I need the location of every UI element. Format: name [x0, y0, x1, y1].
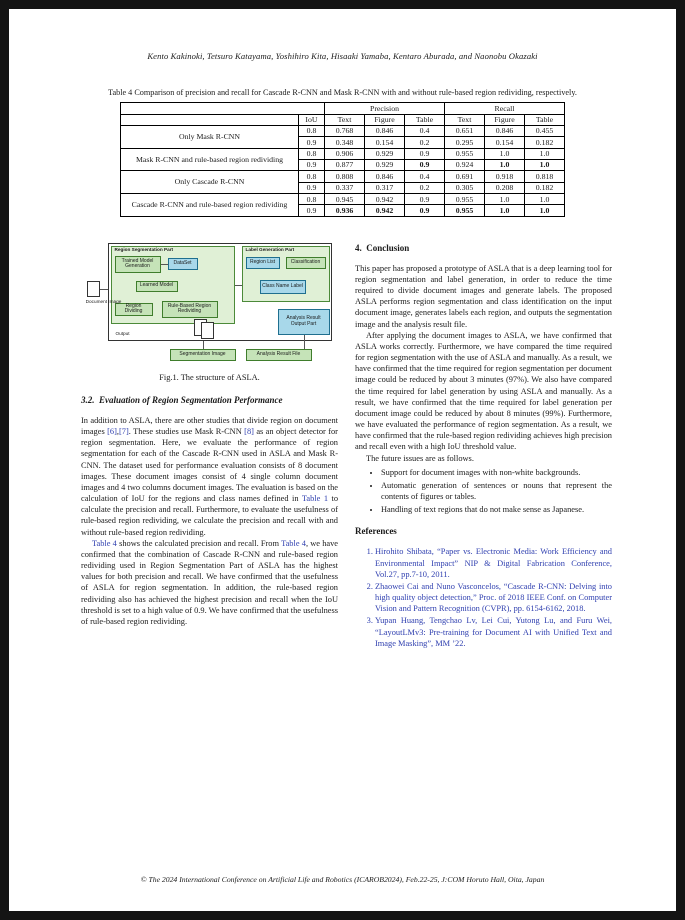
- paragraph: This paper has proposed a prototype of ASLA that is a deep learning tool for region segmentation and label generation, in order to reduce the time required to divide document images and generate labels. The proposed ASLA performs region segmentation and class identification on the input document image, generates labels each region, and outputs the segmentation image and the analysis result file.: [355, 263, 612, 329]
- footer-line: © The 2024 International Conference on Artificial Life and Robotics (ICAROB2024), Feb.22-25, J:COM Horuto Hall, Oita, Japan: [140, 875, 545, 884]
- table-iou-cell: 0.8: [299, 171, 325, 182]
- table-cell: 0.154: [485, 137, 525, 148]
- text-run: In addition to ASLA, there are other studies that divide region on document images: [81, 415, 338, 436]
- table-cell: 0.942: [365, 194, 405, 205]
- table-cell: 1.0: [485, 205, 525, 216]
- table-group-header: Recall: [445, 103, 565, 114]
- figure1-diagram: [84, 243, 336, 365]
- table-sub-header: Figure: [365, 114, 405, 125]
- text-run: shows the calculated precision and recall. From: [116, 538, 282, 548]
- paragraph: [81, 538, 338, 627]
- output-label: Output: [115, 330, 130, 336]
- connector-line: [100, 289, 108, 290]
- table-cell: 0.9: [405, 194, 445, 205]
- connector-line: [304, 335, 305, 349]
- dataset-box: DataSet: [168, 258, 198, 270]
- region-list-box: Region List: [246, 257, 280, 269]
- table-row: [121, 194, 565, 205]
- table-cell: 0.4: [405, 125, 445, 136]
- table-row: [121, 125, 565, 136]
- table-iou-cell: 0.8: [299, 148, 325, 159]
- table-iou-cell: 0.9: [299, 137, 325, 148]
- segmentation-image-box: Segmentation Image: [170, 349, 236, 361]
- table-method-header: [121, 114, 299, 125]
- citation-link[interactable]: [8]: [244, 427, 254, 436]
- citation-link[interactable]: Table 1: [301, 494, 329, 504]
- region-dividing-box: Region Dividing: [115, 303, 153, 316]
- table-cell: 0.818: [525, 171, 565, 182]
- right-column: [355, 241, 612, 650]
- two-column-body: [81, 241, 612, 650]
- table-cell: 0.955: [445, 205, 485, 216]
- table-cell: 0.691: [445, 171, 485, 182]
- table-row: [121, 148, 565, 159]
- table-iou-cell: 0.9: [299, 159, 325, 170]
- table-cell: 1.0: [485, 148, 525, 159]
- table-cell: 0.846: [485, 125, 525, 136]
- table4-head: [121, 103, 565, 126]
- table-cell: 1.0: [525, 159, 565, 170]
- text-run: as an object detector for region segmentation. Here, we evaluate the performance of region segmentation for each of the Cascade R-CNN used in ASLA and Mask R-CNN. The dataset used for performance evaluation consists of 8 document images. These document images consist of 4 single column document images and 4 two columns document images. The evaluation is based on the calculation of IoU for the regions and class names defined in: [81, 427, 338, 504]
- table-cell: 1.0: [525, 194, 565, 205]
- section-heading-4: 4. Conclusion: [355, 242, 410, 253]
- table-iou-cell: 0.8: [299, 194, 325, 205]
- page-thumbnail-icon: [201, 322, 214, 339]
- region-segmentation-part-label: Region Segmentation Part: [114, 247, 174, 253]
- table-cell: 0.924: [445, 159, 485, 170]
- table-sub-header: Table: [405, 114, 445, 125]
- references-heading: References: [355, 526, 397, 537]
- text-run: . These studies use Mask R-CNN: [128, 427, 245, 436]
- table-cell: 0.455: [525, 125, 565, 136]
- reference-item[interactable]: 1. Hirohito Shibata, “Paper vs. Electronic Media: Work Efficiency and Environmental Impact” NIP & Digital Fabrication Conference, Vol.27, pp.7-10, 2011.: [375, 546, 612, 580]
- table-cell: 0.2: [405, 182, 445, 193]
- table-iou-header: IoU: [299, 114, 325, 125]
- citation-link[interactable]: [7]: [118, 427, 129, 436]
- table-cell: 0.768: [325, 125, 365, 136]
- authors-line: Kento Kakinoki, Tetsuro Katayama, Yoshihiro Kita, Hisaaki Yamaba, Kentaro Aburada, and Naonobu Okazaki: [147, 51, 538, 61]
- table-cell: 0.295: [445, 137, 485, 148]
- table-method-cell: Only Cascade R-CNN: [121, 171, 299, 194]
- paragraph: The future issues are as follows.: [366, 453, 474, 463]
- table-cell: 0.182: [525, 182, 565, 193]
- table-cell: 0.4: [405, 171, 445, 182]
- paragraph: [81, 415, 338, 538]
- table-cell: 0.929: [365, 148, 405, 159]
- text-run: ,: [116, 427, 119, 436]
- connector-line: [235, 285, 242, 286]
- table-cell: 0.906: [325, 148, 365, 159]
- table-cell: 0.942: [365, 205, 405, 216]
- table-cell: 0.846: [365, 125, 405, 136]
- table-cell: 0.955: [445, 148, 485, 159]
- table-cell: 0.154: [365, 137, 405, 148]
- table-cell: 0.317: [365, 182, 405, 193]
- table-sub-header: Text: [325, 114, 365, 125]
- left-column: [81, 241, 338, 650]
- future-issues-list: [355, 467, 612, 516]
- table-cell: 0.918: [485, 171, 525, 182]
- reference-item[interactable]: 2. Zhaowei Cai and Nuno Vasconcelos, “Cascade R-CNN: Delving into high quality object detection,” Proc. of 2018 IEEE Conf. on Computer Vision and Pattern Recognition (CVPR), pp. 6154-6162, 2018.: [375, 581, 612, 615]
- table4: [120, 102, 565, 216]
- section-heading-3-2: 3.2. Evaluation of Region Segmentation Performance: [81, 394, 283, 405]
- table-cell: 0.348: [325, 137, 365, 148]
- list-item: • Support for document images with non-white backgrounds.: [381, 467, 612, 478]
- paragraph: After applying the document images to ASLA, we have confirmed that ASLA works correctly. Furthermore, we have compared the time required for region segmentation with the use of ASLA and manually. As a result, we have confirmed that the time required for region segmentation per document image could be reduced by about 3 minutes (97%). We also have compared the time required for label generation by using ASLA and manually. As a result, we have confirmed that the time required for label generation per document image could be reduced by about 8 minutes (99%). Furthermore, we have evaluated the performance of region segmentation. As a result, we have confirmed that the rule-based region redividing achieves high precision and recall even with a high IoU threshold value.: [355, 330, 612, 452]
- table-sub-header: Figure: [485, 114, 525, 125]
- table-cell: 0.9: [405, 205, 445, 216]
- table-cell: 1.0: [485, 194, 525, 205]
- table-cell: 1.0: [485, 159, 525, 170]
- list-item: • Automatic generation of sentences or nouns that represent the contents of figures or tables.: [381, 480, 612, 502]
- document-image-icon: [87, 281, 100, 297]
- table-cell: 0.877: [325, 159, 365, 170]
- table-cell: 0.651: [445, 125, 485, 136]
- connector-line: [203, 341, 204, 349]
- analysis-result-output-part-box: Analysis Result Output Part: [278, 309, 330, 335]
- citation-link[interactable]: Table 4: [281, 538, 306, 548]
- label-generation-part-label: Label Generation Part: [245, 247, 295, 253]
- table-cell: 0.208: [485, 182, 525, 193]
- table-cell: 0.9: [405, 148, 445, 159]
- table-cell: 1.0: [525, 205, 565, 216]
- document-image-label: Document Image: [85, 298, 122, 304]
- analysis-result-file-box: Analysis Result File: [246, 349, 312, 361]
- class-name-label-box: Class Name Label: [260, 280, 306, 294]
- table-cell: 0.808: [325, 171, 365, 182]
- text-run: to calculate the precision and recall. Furthermore, to evaluate the usefulness of rule-based region redividing, we calculate the precision and recall with and without rule-based region redividing.: [81, 494, 339, 537]
- table-sub-header: Text: [445, 114, 485, 125]
- list-item: • Handling of text regions that do not make sense as Japanese.: [381, 504, 612, 515]
- figure1-caption: Fig.1. The structure of ASLA.: [159, 372, 260, 382]
- table-cell: 0.936: [325, 205, 365, 216]
- table4-body: [121, 125, 565, 216]
- table-sub-header: Table: [525, 114, 565, 125]
- table-method-cell: Only Mask R-CNN: [121, 125, 299, 148]
- trained-model-generation-box: Trained Model Generation: [115, 256, 161, 273]
- table-cell: 0.945: [325, 194, 365, 205]
- table-iou-cell: 0.9: [299, 205, 325, 216]
- table-cell: 0.929: [365, 159, 405, 170]
- table-iou-cell: 0.9: [299, 182, 325, 193]
- table-method-cell: Mask R-CNN and rule-based region redividing: [121, 148, 299, 171]
- rule-based-region-redividing-box: Rule-Based Region Redividing: [162, 301, 218, 318]
- table-cell: 0.2: [405, 137, 445, 148]
- citation-link[interactable]: Table 4: [92, 538, 117, 548]
- table-cell: 0.337: [325, 182, 365, 193]
- references-list: [355, 546, 612, 649]
- table-corner-cell: [121, 103, 325, 114]
- table-cell: 0.182: [525, 137, 565, 148]
- learned-model-box: Learned Model: [136, 281, 178, 292]
- reference-item[interactable]: 3. Yupan Huang, Tengchao Lv, Lei Cui, Yutong Lu, and Furu Wei, “LayoutLMv3: Pre-training for Document AI with Unified Text and Image Masking”, MM ’22.: [375, 615, 612, 649]
- table-cell: 0.305: [445, 182, 485, 193]
- table-method-cell: Cascade R-CNN and rule-based region redividing: [121, 194, 299, 217]
- table-cell: 0.9: [405, 159, 445, 170]
- table-iou-cell: 0.8: [299, 125, 325, 136]
- table-cell: 1.0: [525, 148, 565, 159]
- table-group-header: Precision: [325, 103, 445, 114]
- text-run: , we have confirmed that the combination of Cascade R-CNN and rule-based region redividing used in Region Segmentation Part of ASLA has the highest values for both precision and recall. We have confirmed that the usefulness of ASLA for region segmentation. In addition, the rule-based region redividing also has achieved the highest precision and recall when the IoU threshold is set to a high value of 0.9. We have confirmed that the usefulness of rule-based region redividing.: [81, 538, 339, 626]
- classification-box: Classification: [286, 257, 326, 269]
- connector-line: [161, 264, 168, 265]
- table-row: [121, 171, 565, 182]
- table-cell: 0.846: [365, 171, 405, 182]
- paper-page: [9, 9, 676, 911]
- citation-link[interactable]: [6]: [107, 427, 117, 436]
- table4-caption: Table 4 Comparison of precision and recall for Cascade R-CNN and Mask R-CNN with and without rule-based region redividing, respectively.: [108, 88, 577, 97]
- table-cell: 0.955: [445, 194, 485, 205]
